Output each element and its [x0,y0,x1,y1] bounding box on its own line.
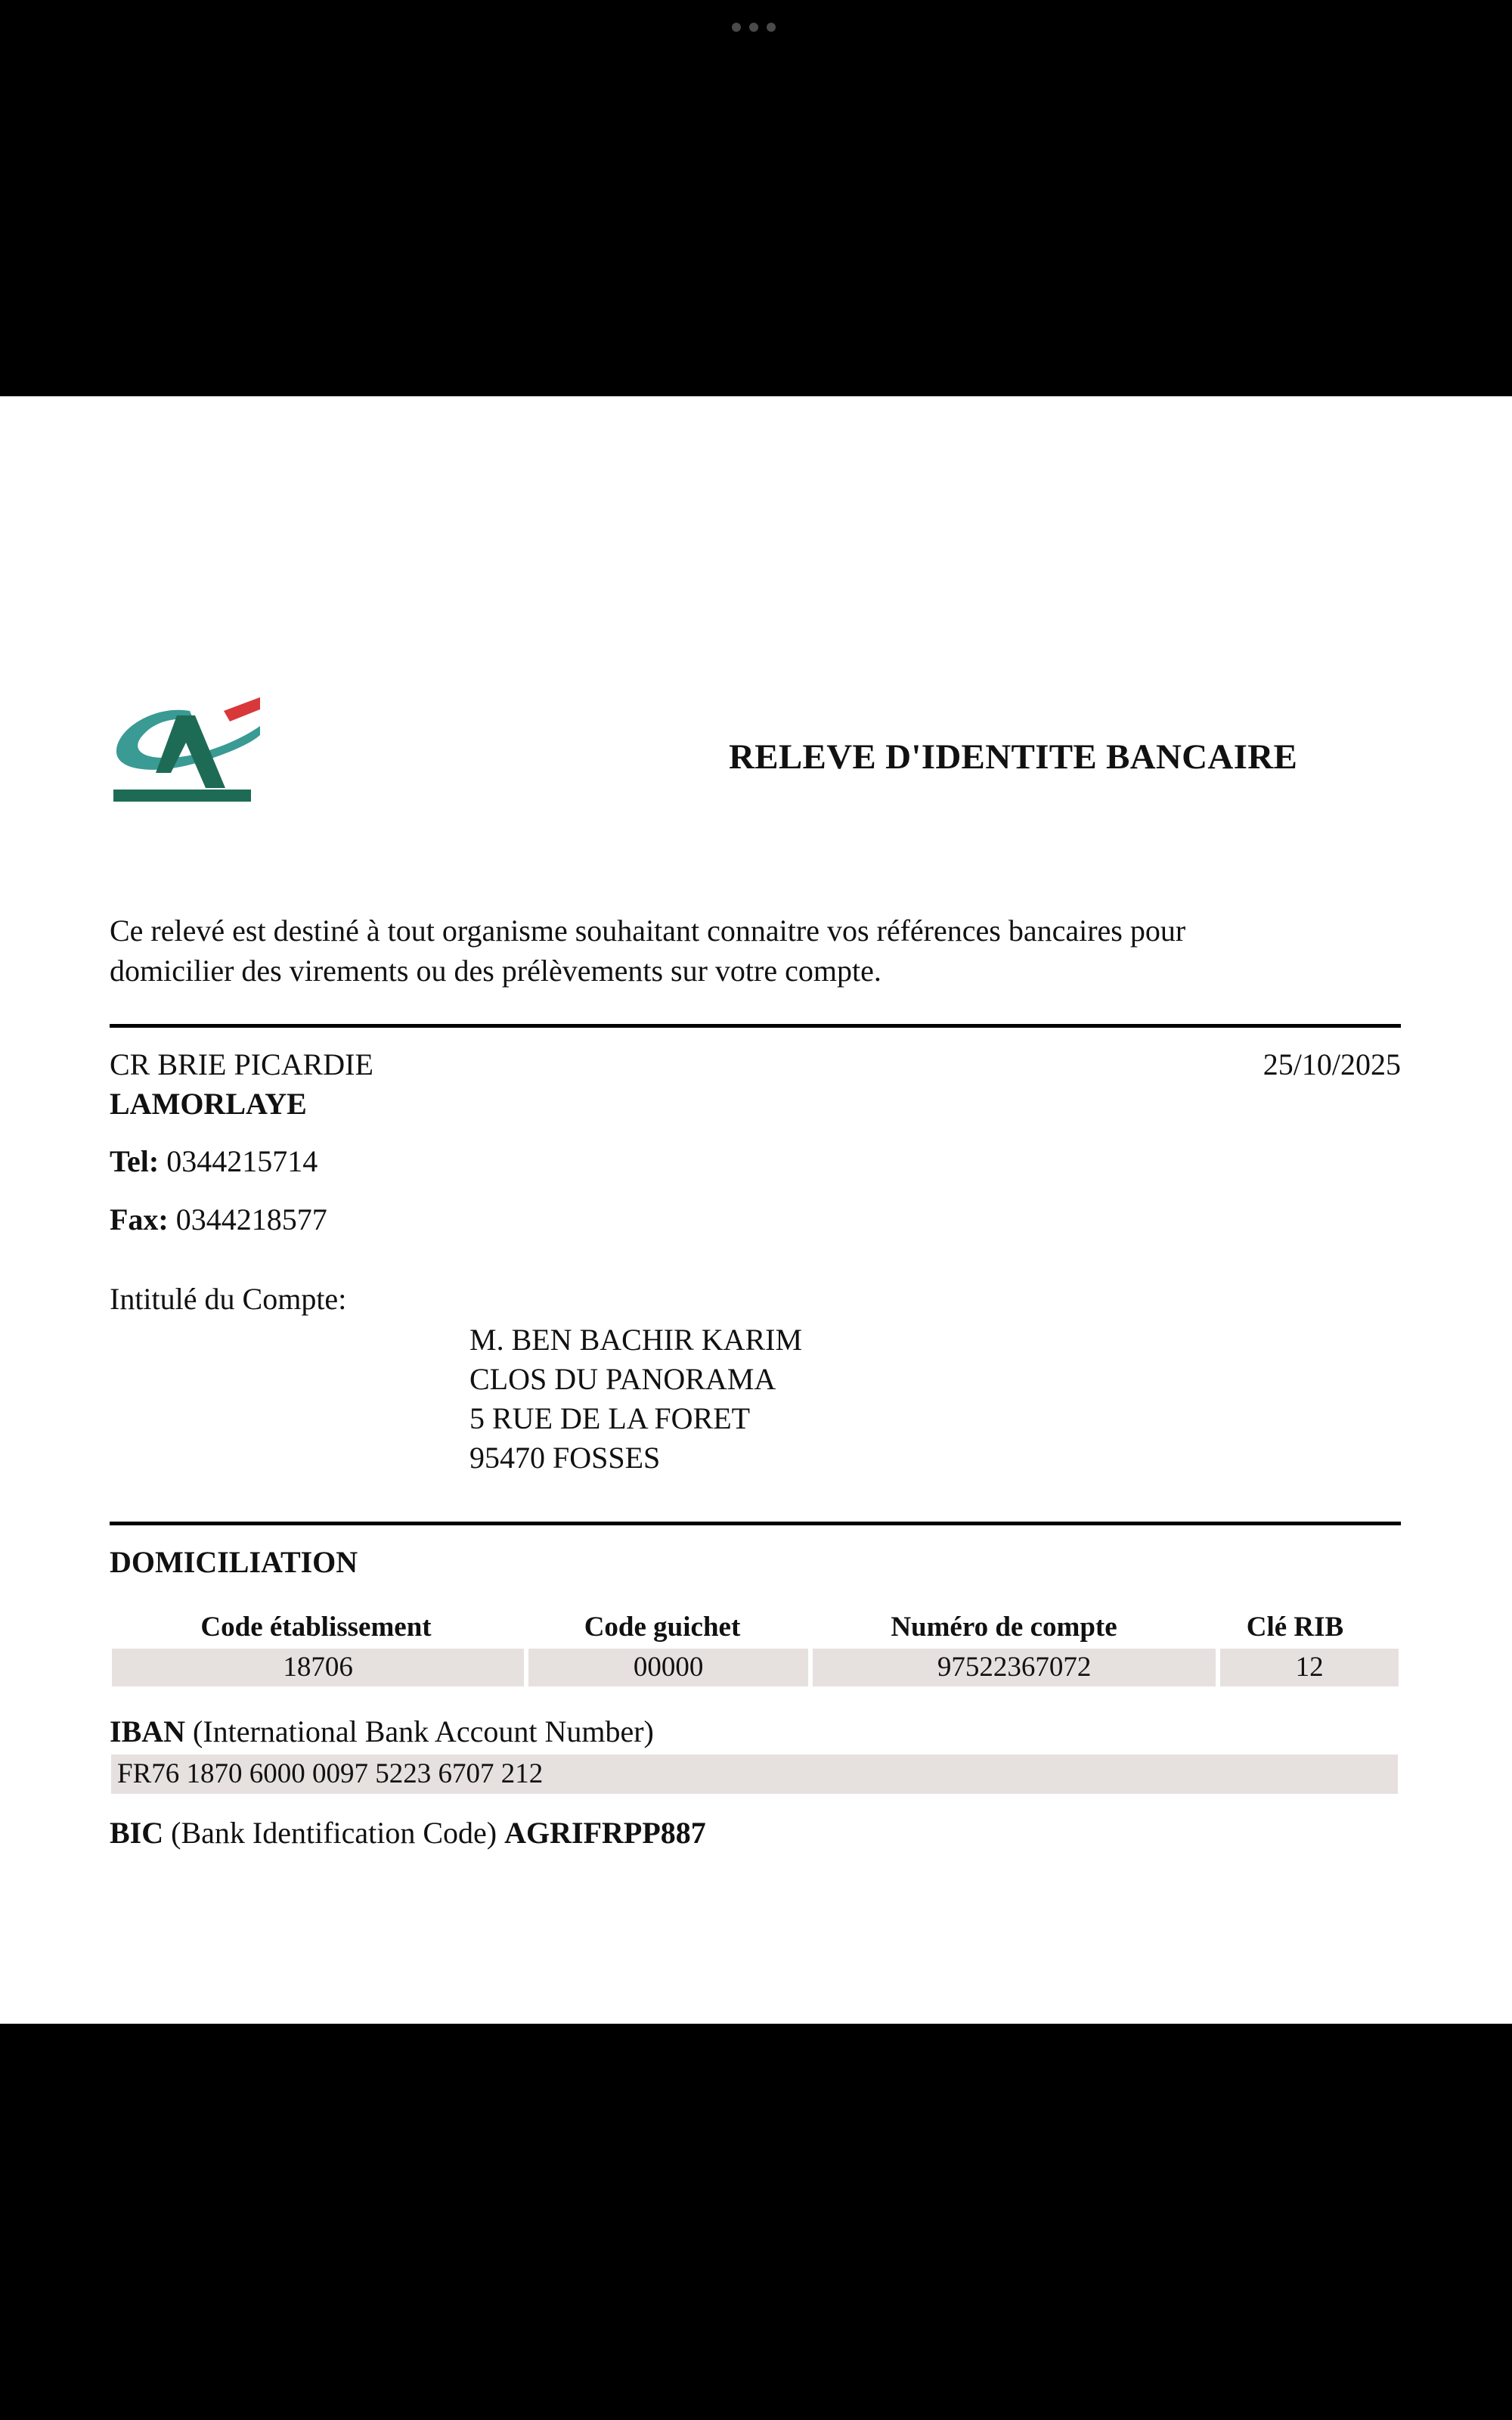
iban-label-row [110,1714,654,1749]
bic-row [110,1815,706,1851]
fax-row [110,1202,327,1237]
dot-icon [767,23,776,32]
bank-document-page [0,396,1512,2024]
rib-table [110,1606,1401,1686]
dot-icon [749,23,758,32]
fax-label: Fax: [110,1202,169,1236]
intro-line: Ce relevé est destiné à tout organisme souhaitant connaitre vos références bancaires pour [110,914,1186,948]
column-header: Clé RIB [1246,1612,1344,1643]
fax-value: 0344218577 [175,1202,327,1236]
code-guichet: 00000 [528,1649,808,1686]
address-line: CLOS DU PANORAMA [469,1362,776,1396]
code-etablissement: 18706 [112,1649,524,1686]
cle-rib: 12 [1220,1649,1399,1686]
account-holder-address [469,1320,802,1478]
holder-name: M. BEN BACHIR KARIM [469,1323,803,1357]
tel-row [110,1143,318,1179]
intro-text [110,911,1410,991]
column-header: Code guichet [584,1612,741,1643]
account-holder-label: Intitulé du Compte: [110,1282,347,1316]
rib-table-header [110,1606,1401,1649]
credit-agricole-logo-icon [110,697,262,803]
document-date: 25/10/2025 [1263,1047,1401,1081]
bic-description: (Bank Identification Code) [171,1816,497,1850]
bank-branch: LAMORLAYE [110,1087,307,1121]
document-title: RELEVE D'IDENTITE BANCAIRE [729,737,1298,777]
iban-description: (International Bank Account Number) [193,1714,654,1748]
bank-name: CR BRIE PICARDIE [110,1047,373,1081]
tel-value: 0344215714 [166,1144,318,1178]
more-options-indicator[interactable] [732,23,776,32]
iban-value: FR76 1870 6000 0097 5223 6707 212 [111,1754,1398,1794]
address-line: 5 RUE DE LA FORET [469,1401,751,1435]
column-header: Numéro de compte [891,1612,1117,1643]
column-header: Code établissement [200,1612,432,1643]
divider [110,1522,1401,1525]
bic-label: BIC [110,1816,164,1850]
intro-line: domicilier des virements ou des prélèvements sur votre compte. [110,954,881,988]
domiciliation-heading: DOMICILIATION [110,1545,358,1579]
bic-value: AGRIFRPP887 [504,1816,706,1850]
numero-compte: 97522367072 [813,1649,1216,1686]
dot-icon [732,23,741,32]
tel-label: Tel: [110,1144,160,1178]
address-line: 95470 FOSSES [469,1441,661,1475]
table-row [110,1649,1401,1686]
divider [110,1024,1401,1028]
iban-label: IBAN [110,1714,186,1748]
